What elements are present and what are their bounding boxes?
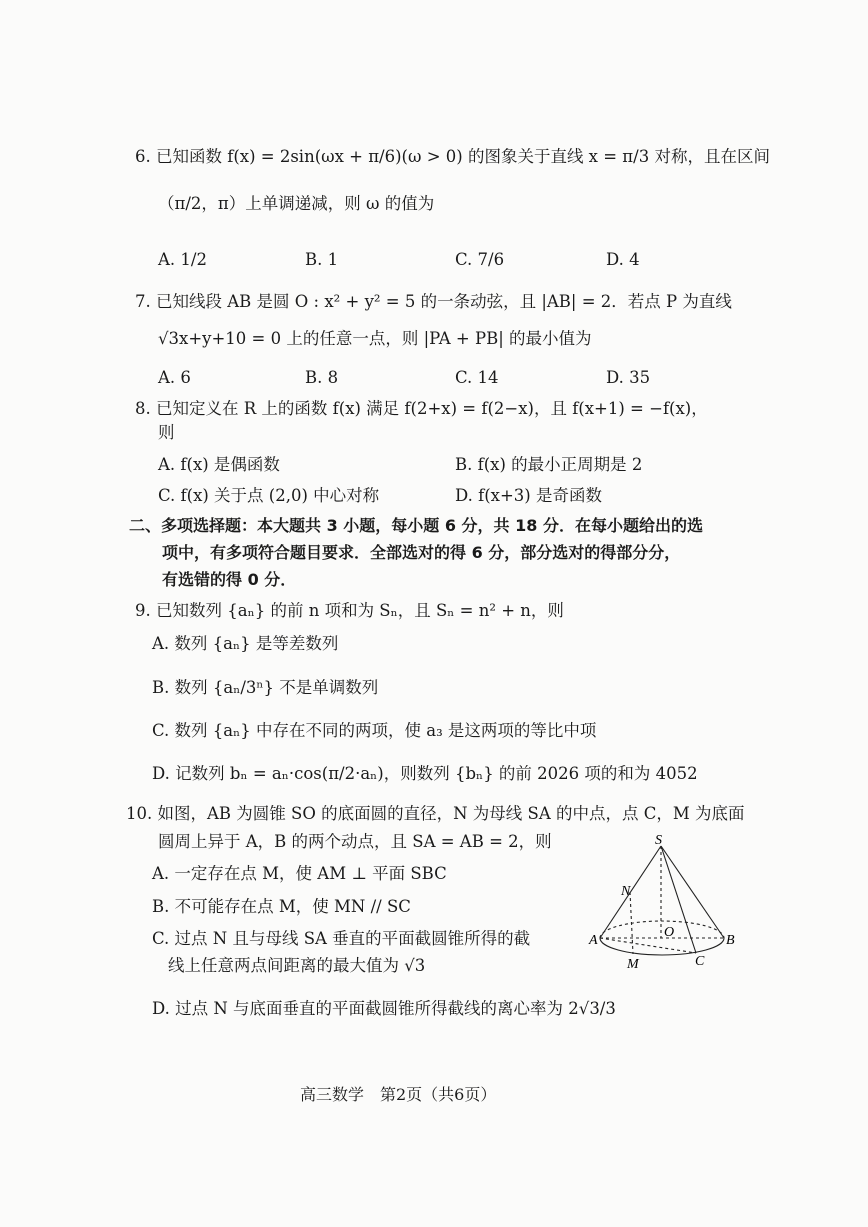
cone-base-back-arc <box>600 921 724 938</box>
label-o: O <box>664 925 675 940</box>
q9-option-b: B. 数列 {aₙ/3ⁿ} 不是单调数列 <box>152 678 379 697</box>
q7-option-a: A. 6 <box>158 368 191 387</box>
q10-option-c-line2: 线上任意两点间距离的最大值为 √3 <box>168 956 426 975</box>
cone-figure <box>588 834 738 974</box>
q8-stem-line2: 则 <box>158 423 175 442</box>
section2-heading-line3: 有选错的得 0 分． <box>162 570 297 589</box>
q9-option-a: A. 数列 {aₙ} 是等差数列 <box>152 634 339 653</box>
q7-stem-line2: √3x+y+10 = 0 上的任意一点，则 |PA + PB| 的最小值为 <box>158 329 592 348</box>
label-b: B <box>726 933 735 948</box>
q10-option-c-line1: C. 过点 N 且与母线 SA 垂直的平面截圆锥所得的截 <box>152 929 531 948</box>
q7-option-c: C. 14 <box>455 368 499 387</box>
q8-option-d: D. f(x+3) 是奇函数 <box>455 486 602 505</box>
q6-option-a: A. 1/2 <box>158 250 207 269</box>
label-a: A <box>589 933 598 948</box>
q10-option-b: B. 不可能存在点 M，使 MN // SC <box>152 897 411 916</box>
q9-option-d: D. 记数列 bₙ = aₙ·cos(π/2·aₙ)，则数列 {bₙ} 的前 2026 项的和为 4052 <box>152 764 698 783</box>
q9-option-c: C. 数列 {aₙ} 中存在不同的两项，使 a₃ 是这两项的等比中项 <box>152 721 597 740</box>
q6-stem-line2: （π/2，π）上单调递减，则 ω 的值为 <box>158 194 435 213</box>
q6-stem-line1: 6. 已知函数 f(x) = 2sin(ωx + π/6)(ω > 0) 的图象关于直线 x = π/3 对称，且在区间 <box>135 147 770 166</box>
segment-ac <box>600 938 696 953</box>
q8-stem-line1: 8. 已知定义在 R 上的函数 f(x) 满足 f(2+x) = f(2−x)，且 f(x+1) = −f(x)， <box>135 399 708 418</box>
page-footer: 高三数学 第2页（共6页） <box>300 1085 497 1104</box>
section2-heading-line2: 项中，有多项符合题目要求．全部选对的得 6 分，部分选对的得部分分， <box>162 543 681 562</box>
q8-option-c: C. f(x) 关于点 (2,0) 中心对称 <box>158 486 380 505</box>
q10-option-d: D. 过点 N 与底面垂直的平面截圆锥所得截线的离心率为 2√3/3 <box>152 999 616 1018</box>
q10-stem-line2: 圆周上异于 A，B 的两个动点，且 SA = AB = 2，则 <box>158 832 552 851</box>
q6-option-c: C. 7/6 <box>455 250 505 269</box>
q10-option-a: A. 一定存在点 M，使 AM ⊥ 平面 SBC <box>152 864 447 883</box>
section2-heading-line1: 二、多项选择题：本大题共 3 小题，每小题 6 分，共 18 分．在每小题给出的选 <box>129 516 703 535</box>
q6-option-d: D. 4 <box>606 250 640 269</box>
q10-stem-line1: 10. 如图，AB 为圆锥 SO 的底面圆的直径，N 为母线 SA 的中点，点 C，M 为底面 <box>126 804 745 823</box>
q8-option-a: A. f(x) 是偶函数 <box>158 455 280 474</box>
q9-stem: 9. 已知数列 {aₙ} 的前 n 项和为 Sₙ，且 Sₙ = n² + n，则 <box>135 601 564 620</box>
q8-option-b: B. f(x) 的最小正周期是 2 <box>455 455 643 474</box>
label-s: S <box>655 834 662 848</box>
label-n: N <box>621 884 631 899</box>
q7-option-d: D. 35 <box>606 368 651 387</box>
q6-option-b: B. 1 <box>305 250 339 269</box>
label-c: C <box>695 954 705 969</box>
label-m: M <box>627 957 639 972</box>
q7-option-b: B. 8 <box>305 368 339 387</box>
q7-stem-line1: 7. 已知线段 AB 是圆 O : x² + y² = 5 的一条动弦，且 |AB| = 2．若点 P 为直线 <box>135 292 732 311</box>
